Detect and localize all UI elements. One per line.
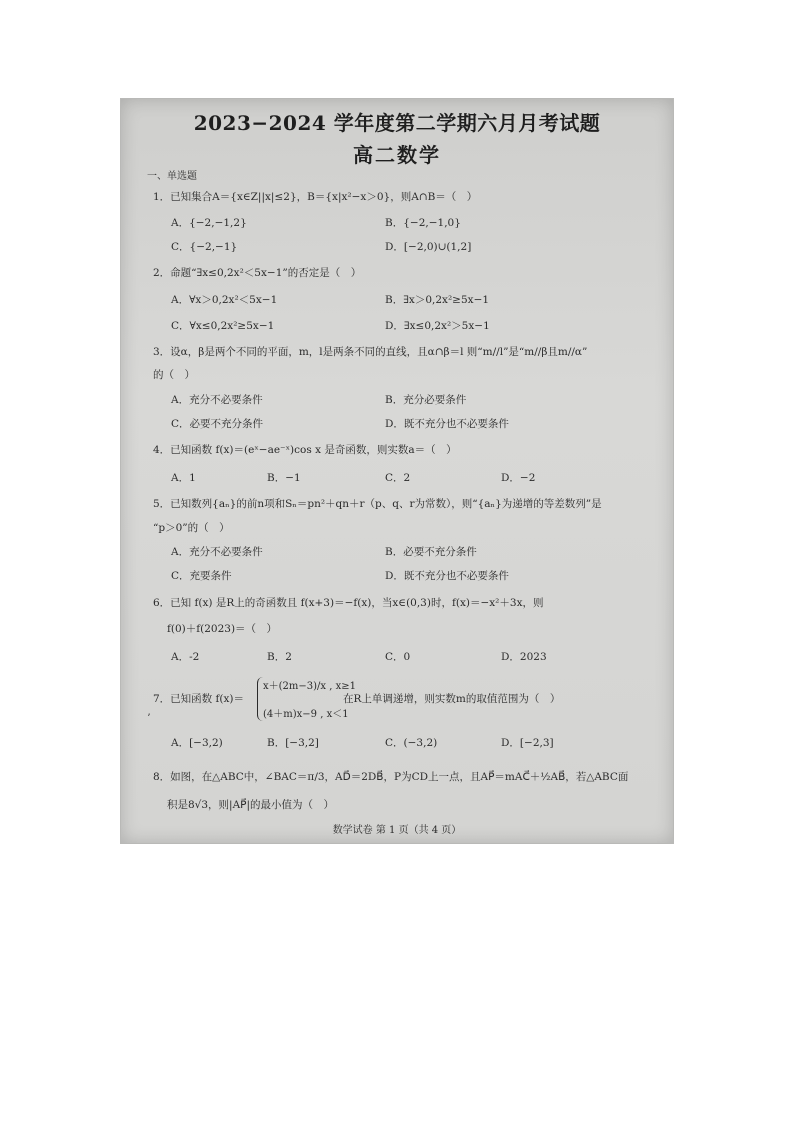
question-1: 1．已知集合A＝{x∈Z||x|≤2}，B＝{x|x²−x＞0}，则A∩B＝（ ） — [153, 191, 478, 203]
q7-option-b: B．[−3,2] — [267, 737, 319, 749]
question-3: 3．设α，β是两个不同的平面，m，l是两条不同的直线，且α∩β＝l 则“m//l”是“m//β且m//α” — [153, 346, 588, 358]
piecewise-case-2: (4＋m)x−9 , x＜1 — [263, 709, 349, 720]
question-5-cont: “p＞0”的（ ） — [153, 522, 230, 534]
q6-option-b: B．2 — [267, 651, 292, 663]
q7-option-c: C．(−3,2) — [385, 737, 438, 749]
question-2: 2．命题“∃x≤0,2x²＜5x−1”的否定是（ ） — [153, 267, 362, 279]
question-7-suffix: 在R上单调递增，则实数m的取值范围为（ ） — [343, 693, 561, 705]
q3-option-d: D．既不充分也不必要条件 — [385, 418, 509, 430]
question-4: 4．已知函数 f(x)＝(eˣ−ae⁻ˣ)cos x 是奇函数，则实数a＝（ ） — [153, 444, 457, 456]
q1-option-d: D．[−2,0)∪(1,2] — [385, 241, 472, 253]
q5-option-a: A．充分不必要条件 — [171, 546, 263, 558]
q5-option-c: C．充要条件 — [171, 570, 232, 582]
exam-subtitle: 高二数学 — [353, 143, 441, 167]
margin-mark: ʼ — [147, 713, 151, 724]
q4-option-d: D．−2 — [501, 472, 536, 484]
q1-option-b: B．{−2,−1,0} — [385, 217, 461, 229]
q5-option-d: D．既不充分也不必要条件 — [385, 570, 509, 582]
q7-option-d: D．[−2,3] — [501, 737, 554, 749]
question-7-prefix: 7．已知函数 f(x)＝ — [153, 693, 245, 705]
q6-option-d: D．2023 — [501, 651, 547, 663]
question-8: 8．如图，在△ABC中，∠BAC＝π/3，AD⃗＝2DB⃗，P为CD上一点，且AP⃗＝mAC⃗＋½AB⃗，若△ABC面 — [153, 771, 629, 783]
piecewise-case-1: x＋(2m−3)/x , x≥1 — [263, 681, 356, 692]
q3-option-b: B．充分必要条件 — [385, 394, 467, 406]
q3-option-c: C．必要不充分条件 — [171, 418, 264, 430]
question-6-cont: f(0)＋f(2023)＝（ ） — [167, 623, 278, 635]
q5-option-b: B．必要不充分条件 — [385, 546, 477, 558]
q4-option-a: A．1 — [171, 472, 196, 484]
q2-option-a: A．∀x＞0,2x²＜5x−1 — [171, 294, 278, 306]
question-3-cont: 的（ ） — [153, 369, 195, 381]
q2-option-c: C．∀x≤0,2x²≥5x−1 — [171, 320, 275, 332]
q1-option-c: C．{−2,−1} — [171, 241, 238, 253]
page-footer: 数学试卷 第 1 页（共 4 页） — [332, 825, 462, 836]
exam-page — [121, 99, 673, 843]
q4-option-b: B．−1 — [267, 472, 301, 484]
exam-photo — [120, 98, 674, 844]
question-6: 6．已知 f(x) 是R上的奇函数且 f(x+3)＝−f(x)，当x∈(0,3)时，f(x)＝−x²＋3x，则 — [153, 597, 544, 609]
question-8-cont: 积是8√3，则|AP⃗|的最小值为（ ） — [167, 799, 335, 811]
question-5: 5．已知数列{aₙ}的前n项和Sₙ＝pn²＋qn＋r（p、q、r为常数），则“{aₙ}为递增的等差数列”是 — [153, 498, 602, 510]
q6-option-a: A．-2 — [171, 651, 200, 663]
exam-title: 2023−2024 学年度第二学期六月月考试题 — [193, 111, 601, 135]
q2-option-d: D．∃x≤0,2x²＞5x−1 — [385, 320, 490, 332]
q3-option-a: A．充分不必要条件 — [171, 394, 263, 406]
q4-option-c: C．2 — [385, 472, 411, 484]
section-heading: 一、单选题 — [147, 171, 197, 182]
q1-option-a: A．{−2,−1,2} — [171, 217, 247, 229]
q7-option-a: A．[−3,2) — [171, 737, 223, 749]
q2-option-b: B．∃x＞0,2x²≥5x−1 — [385, 294, 490, 306]
q6-option-c: C．0 — [385, 651, 411, 663]
